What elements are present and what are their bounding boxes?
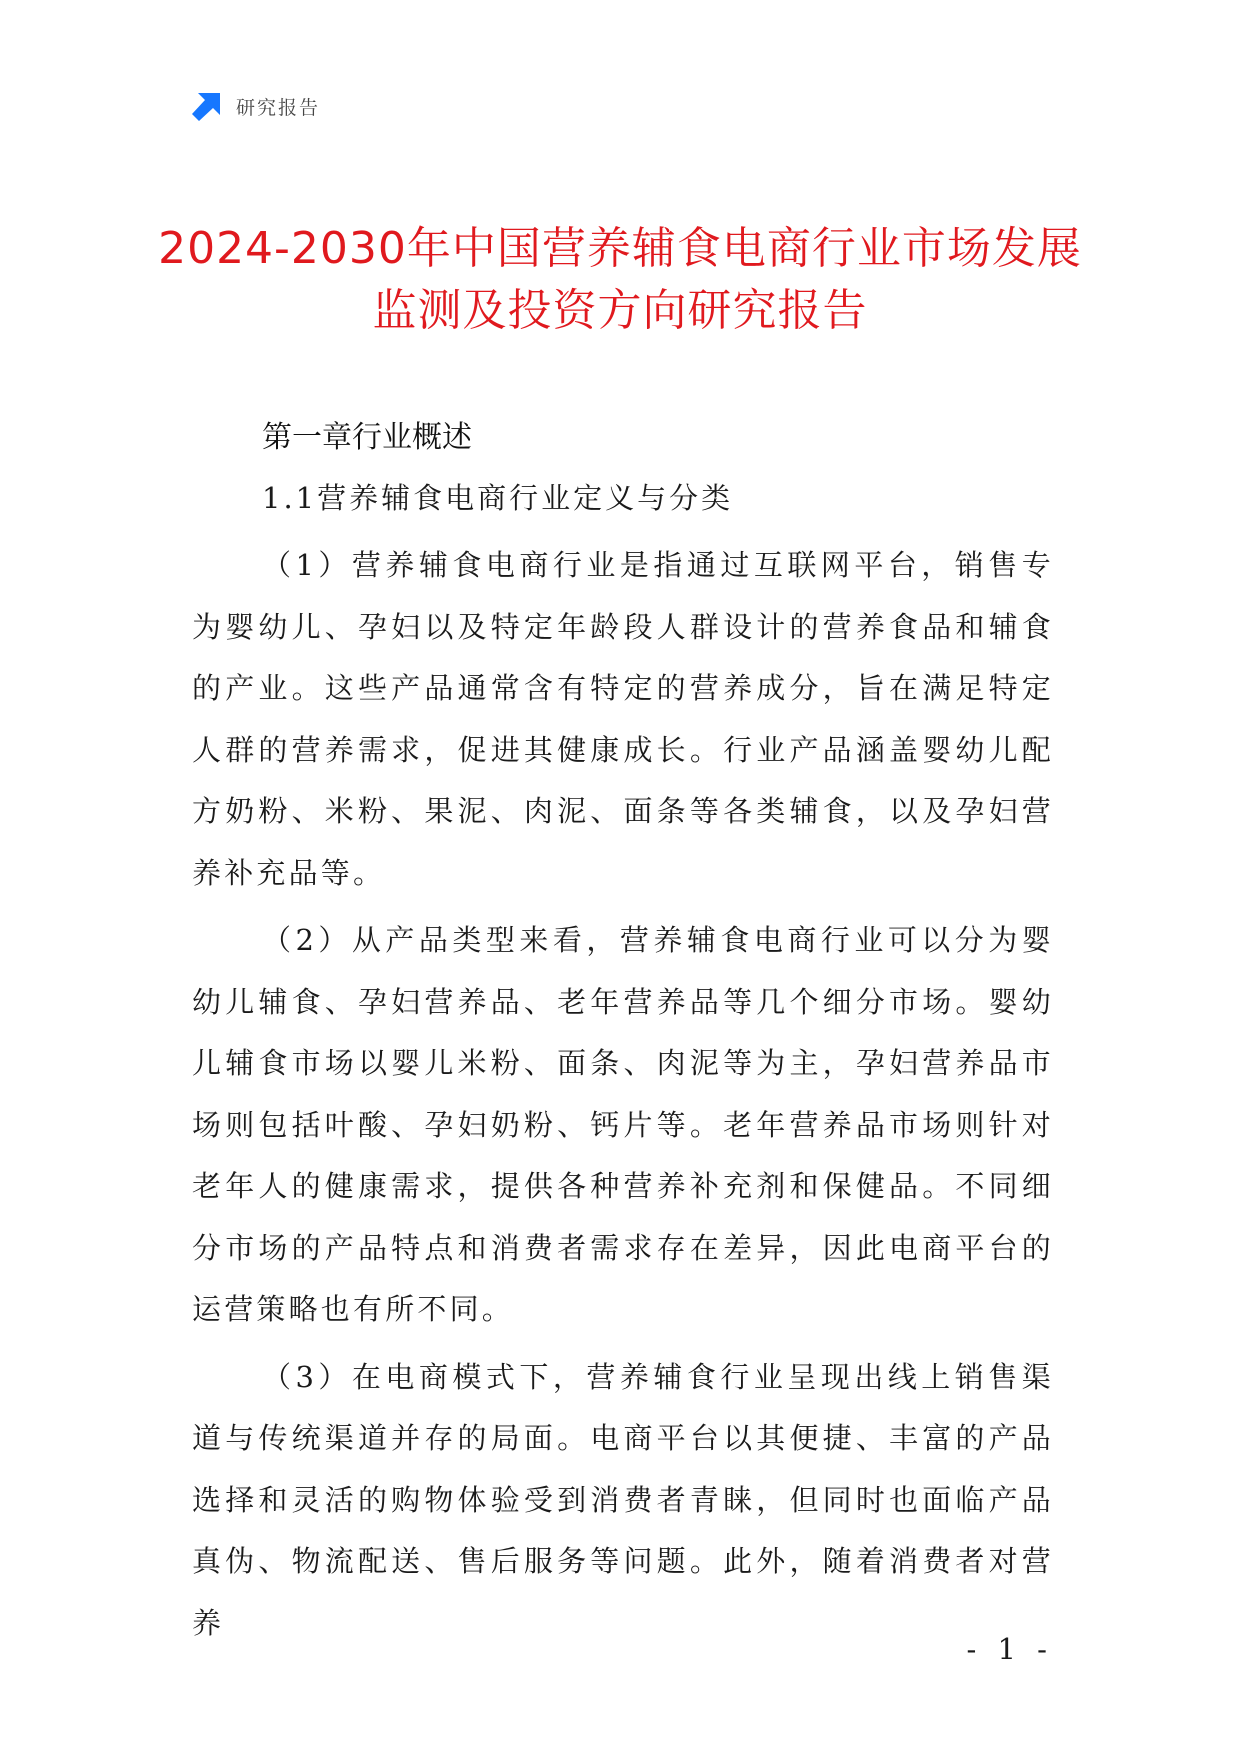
paragraph-2: （2）从产品类型来看，营养辅食电商行业可以分为婴幼儿辅食、孕妇营养品、老年营养品等几个细分市场。婴幼儿辅食市场以婴儿米粉、面条、肉泥等为主，孕妇营养品市场则包括叶酸、孕妇奶粉、钙片等。老年营养品市场则针对老年人的健康需求，提供各种营养补充剂和保健品。不同细分市场的产品特点和消费者需求存在差异，因此电商平台的运营策略也有所不同。 bbox=[192, 923, 1054, 1326]
page-number: - 1 - bbox=[966, 1632, 1053, 1666]
header-label: 研究报告 bbox=[236, 96, 321, 119]
arrow-up-right-icon bbox=[192, 91, 222, 121]
paragraph-1: （1）营养辅食电商行业是指通过互联网平台，销售专为婴幼儿、孕妇以及特定年龄段人群设计的营养食品和辅食的产业。这些产品通常含有特定的营养成分，旨在满足特定人群的营养需求，促进其健康成长。行业产品涵盖婴幼儿配方奶粉、米粉、果泥、肉泥、面条等各类辅食，以及孕妇营养补充品等。 bbox=[192, 548, 1054, 890]
chapter-heading: 第一章行业概述 bbox=[262, 420, 472, 455]
section-heading: 1.1营养辅食电商行业定义与分类 bbox=[262, 481, 734, 515]
paragraph-3: （3）在电商模式下，营养辅食行业呈现出线上销售渠道与传统渠道并存的局面。电商平台以其便捷、丰富的产品选择和灵活的购物体验受到消费者青睐，但同时也面临产品真伪、物流配送、售后服务等问题。此外，随着消费者对营养 bbox=[192, 1359, 1054, 1640]
document-header bbox=[192, 88, 320, 124]
document-body bbox=[192, 415, 1054, 1654]
document-title: 2024-2030年中国营养辅食电商行业市场发展监测及投资方向研究报告 bbox=[158, 223, 1082, 336]
